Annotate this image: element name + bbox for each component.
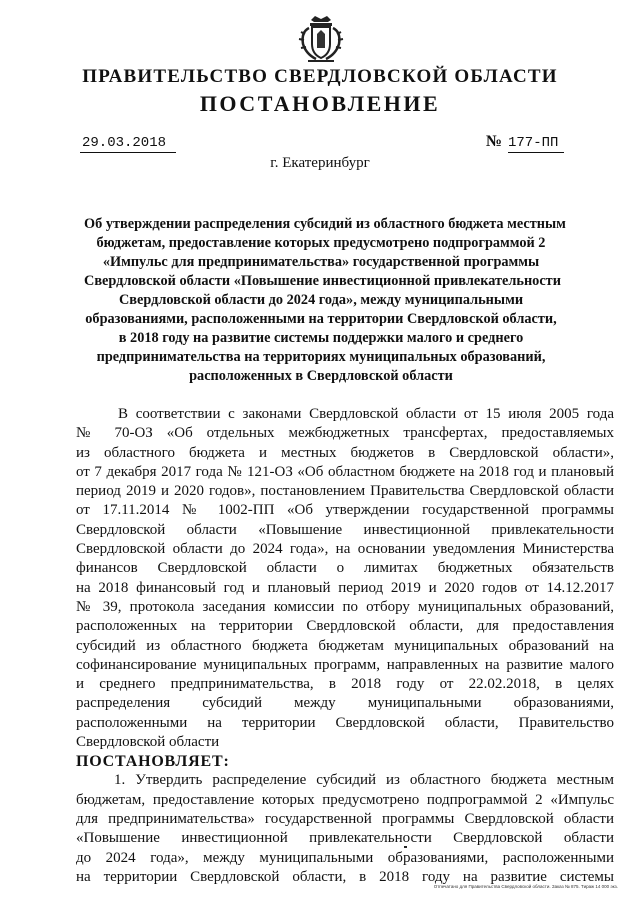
document-subject — [84, 215, 566, 386]
subject-line: бюджетам, предоставление которых предусмотрено подпрограммой 2 — [96, 235, 546, 251]
preamble-line: расположенными на территории Свердловской области, Правительство — [76, 714, 614, 731]
preamble-line: Свердловской области — [76, 734, 220, 751]
print-note: Отпечатано для Правительства Свердловской области. Заказ № 875. Тираж 14 000 экз. — [433, 884, 618, 889]
number-sign: № — [486, 133, 503, 150]
city: г. Екатеринбург — [270, 155, 370, 171]
page-mark — [404, 846, 407, 848]
item-line: бюджетам, предоставление которых предусмотрено подпрограммой 2 «Импульс — [76, 791, 614, 808]
document-number: 177-ПП — [508, 135, 564, 153]
government-title: ПРАВИТЕЛЬСТВО СВЕРДЛОВСКОЙ ОБЛАСТИ — [82, 66, 558, 87]
subject-line: Свердловской области «Повышение инвестиционной привлекательности — [84, 273, 561, 289]
preamble-line: от 17.11.2014 № 1002-ПП «Об утверждении государственной программы — [76, 502, 614, 519]
subject-line: предпринимательства на территориях муниципальных образований, — [96, 349, 546, 365]
preamble-line: расположенных на территории Свердловской области, для предоставления — [76, 618, 614, 635]
preamble-line: распределения субсидий между муниципальными образованиями, — [76, 695, 614, 712]
subject-line: Свердловской области до 2024 года», между муниципальными — [118, 292, 524, 308]
preamble-line: период 2019 и 2020 годов», постановлением Правительства Свердловской области — [76, 483, 614, 500]
item-line: для предпринимательства» государственной программы Свердловской области — [76, 810, 614, 827]
document-date: 29.03.2018 — [80, 135, 176, 153]
subject-line: Об утверждении распределения субсидий из областного бюджета местным — [84, 216, 566, 232]
preamble-line: Свердловской области «Повышение инвестиционной привлекательности — [76, 521, 614, 538]
coat-of-arms-icon — [298, 14, 344, 64]
preamble-line: Свердловской области до 2024 года», на основании уведомления Министерства — [76, 541, 614, 558]
item-line: «Повышение инвестиционной привлекательности Свердловской области — [76, 830, 614, 847]
subject-line: расположенных в Свердловской области — [189, 368, 453, 384]
preamble-line: и среднего предпринимательства, в 2018 году от 22.02.2018, в целях — [76, 676, 614, 693]
preamble-line: софинансирование муниципальных программ, направленных на развитие малого — [76, 656, 614, 673]
item-line: на территории Свердловской области, в 2018 году на развитие системы — [76, 868, 614, 885]
subject-line: в 2018 году на развитие системы поддержки малого и среднего — [118, 330, 524, 346]
document-type: ПОСТАНОВЛЕНИЕ — [199, 91, 441, 116]
preamble-line: В соответствии с законами Свердловской области от 15 июля 2005 года — [118, 406, 614, 422]
resolves-heading: ПОСТАНОВЛЯЕТ: — [76, 753, 230, 771]
item-line: 1. Утвердить распределение субсидий из областного бюджета местным — [114, 772, 614, 789]
preamble-line: субсидий из областного бюджета бюджетам муниципальных образований на — [76, 637, 614, 654]
preamble-line: № 70-ОЗ «Об отдельных межбюджетных трансфертах, предоставляемых — [76, 425, 614, 442]
preamble-line: № 39, протокола заседания комиссии по отбору муниципальных образований, — [76, 598, 614, 615]
preamble-line: от 7 декабря 2017 года № 121-ОЗ «Об областном бюджете на 2018 год и плановый — [76, 463, 614, 480]
subject-line: «Импульс для предпринимательства» государственной программы — [102, 254, 540, 270]
preamble-line: финансов Свердловской области о лимитах бюджетных обязательств — [76, 560, 614, 577]
subject-line: образованиями, расположенными на территории Свердловской области, — [85, 311, 557, 327]
item-line: до 2024 года», между муниципальными образованиями, расположенными — [76, 849, 614, 866]
preamble-line: из областного бюджета и местных бюджетов в Свердловской области», — [76, 444, 614, 461]
preamble-line: на 2018 финансовый год и плановый период 2019 и 2020 годов от 14.12.2017 — [76, 579, 614, 596]
document-body — [76, 405, 614, 887]
